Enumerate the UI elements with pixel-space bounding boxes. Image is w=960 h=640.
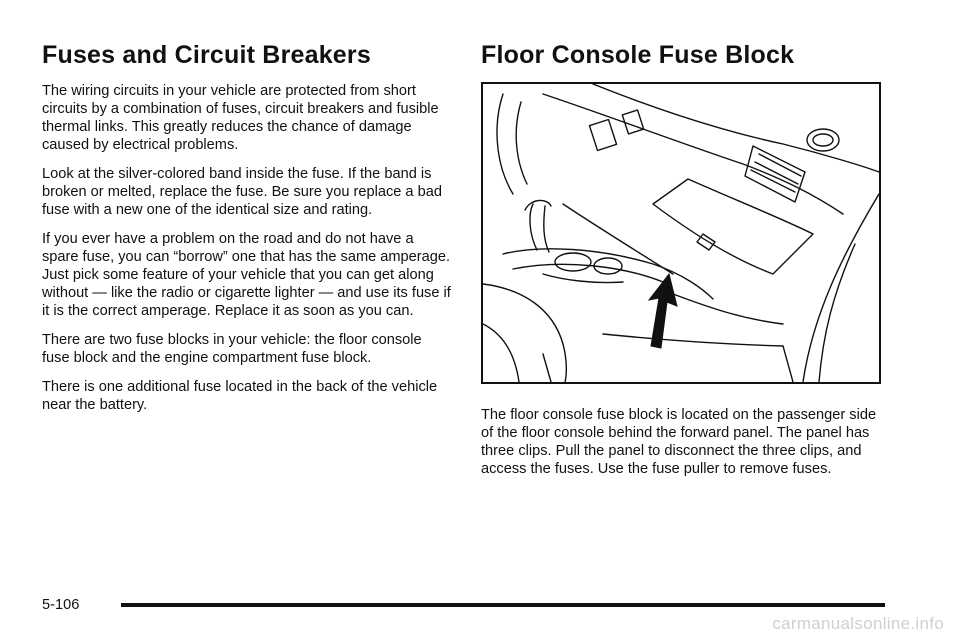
watermark: carmanualsonline.info xyxy=(772,614,944,633)
paragraph: The floor console fuse block is located on the passenger side of the floor console behind the forward panel. The panel has three clips. Pull the panel to disconnect the three clips, and access the fuses. Use the fuse puller to remove fuses. xyxy=(481,407,877,477)
paragraph: The wiring circuits in your vehicle are protected from short circuits by a combination of fuses, circuit breakers and fusible thermal links. This greatly reduces the chance of damage caused by electrical problems. xyxy=(42,83,439,153)
section-heading-floor-console: Floor Console Fuse Block xyxy=(481,41,795,69)
left-column xyxy=(42,40,452,425)
footer-rule xyxy=(121,603,885,607)
console-illustration xyxy=(481,82,881,384)
console-line-drawing xyxy=(483,84,879,382)
section-heading-fuses: Fuses and Circuit Breakers xyxy=(42,41,371,69)
paragraph: There is one additional fuse located in the back of the vehicle near the battery. xyxy=(42,379,438,413)
location-arrow xyxy=(649,274,677,348)
right-column xyxy=(481,40,891,489)
paragraph: If you ever have a problem on the road and do not have a spare fuse, you can “borrow” one that has the same amperage. Just pick some feature of your vehicle that you can get along without — like the radio or cigarette lighter — and use its fuse if it is the correct amperage. Replace it as soon as you can. xyxy=(42,231,451,319)
paragraph: There are two fuse blocks in your vehicle: the floor console fuse block and the engine compartment fuse block. xyxy=(42,332,422,366)
paragraph: Look at the silver-colored band inside the fuse. If the band is broken or melted, replace the fuse. Be sure you replace a bad fuse with a new one of the identical size and rating. xyxy=(42,166,442,218)
page-number: 5-106 xyxy=(42,597,80,613)
